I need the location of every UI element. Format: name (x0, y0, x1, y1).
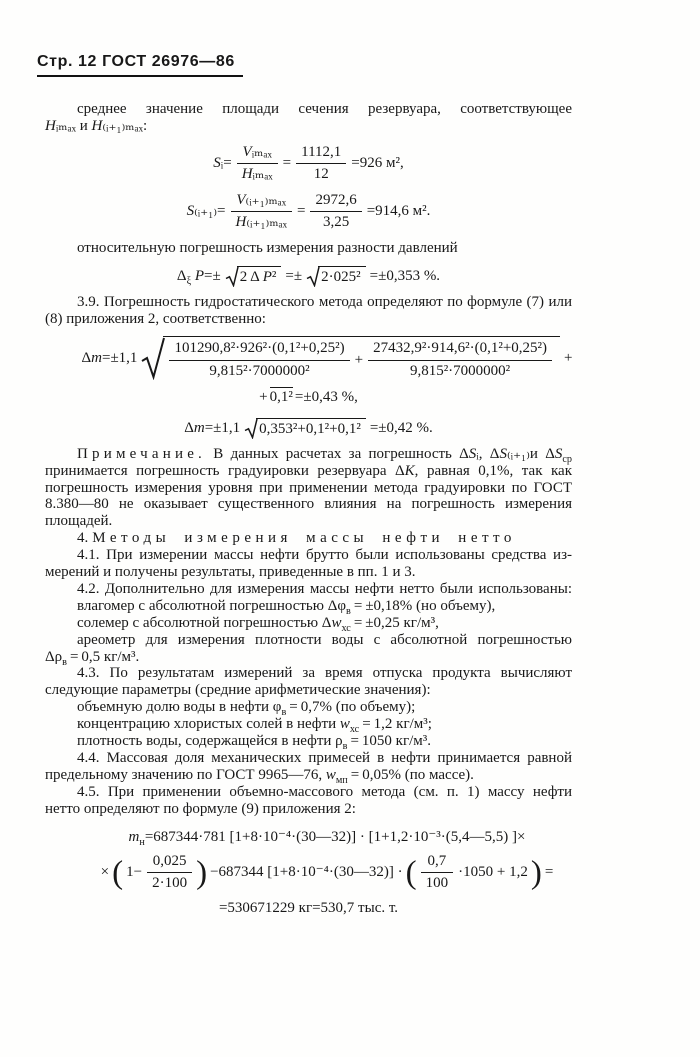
fraction-numerator: 1112,1 (296, 144, 346, 164)
fraction-1 (147, 853, 192, 893)
note-line-5: площадей. (45, 513, 113, 530)
middle-term: −687344 [1+8·10⁻⁴·(30—32)] · (210, 864, 403, 880)
fraction-v-h (231, 192, 292, 232)
fraction-numerator: V₍ᵢ₊₁₎ₘₐₓ (231, 192, 292, 212)
note-line-3: погрешность измерения уровня при применении метода градуировки по ГОСТ (45, 479, 572, 496)
formula-m-net-line-1: $m_н=687344\cdot 781$ [1+8·10⁻⁴·(30—32)] · [1+1,2·10⁻³·(5,4—5,5) ]× (128, 828, 526, 848)
sec-4-3-item-water-fraction: объемную долю воды в нефти $\varphi_в = 0,7\%$ (по объему); (77, 699, 416, 719)
equals-sign: =± (285, 267, 303, 284)
fraction-term-2 (368, 340, 552, 380)
radical (225, 266, 282, 287)
formula-dm1-result: =±0,43 %, (294, 389, 358, 406)
formula-delta-m-1 (7, 336, 647, 380)
page-header (37, 54, 572, 77)
sec-4-2-item-moisture-meter: влагомер с абсолютной погрешностью $\Delta\varphi_в = \pm 0,18\%$ (но объему), (77, 597, 496, 617)
formula-delta-p (45, 266, 572, 287)
section-4-number: 4. (77, 530, 89, 547)
formula-m-net-result: =530671229 кг=530,7 тыс. т. (218, 900, 399, 917)
radical (306, 266, 366, 287)
formula-dp-result: =±0,353 %. (369, 267, 441, 284)
rel-error-line: относительную погрешность измерения разности давлений (77, 239, 458, 256)
sec-4-2-item-salt-meter: солемер с абсолютной погрешностью $\Delta w_{хс} = \pm 0,25$ кг/м³, (77, 614, 439, 634)
sec-3-9-line-2: (8) приложения 2, соответственно: (45, 310, 266, 327)
trailing-plus-sign: + (564, 349, 573, 366)
fraction-numerator: 2972,6 (310, 192, 361, 212)
fraction-numerator: 27432,9²·914,6²·(0,1²+0,25²) (368, 340, 552, 360)
intro-line-1: среднее значение площади сечения резервуара, соответствующее (77, 100, 572, 117)
equals-sign: = (544, 864, 554, 880)
formula-s-i1-result: =914,6 м². (366, 203, 431, 220)
radical (244, 418, 366, 439)
sec-4-5-line-2: нетто определяют по формуле (9) приложения 2: (45, 800, 356, 817)
fraction-numerator: 0,7 (421, 853, 454, 873)
sec-4-3-item-salts-concentration: концентрацию хлористых солей в нефти $w_{хс} = 1,2$ кг/м³; (77, 716, 432, 736)
radical-sign-icon (141, 336, 165, 380)
plus-sign: + (259, 389, 268, 406)
radical (141, 336, 560, 380)
radicand: 0,353²+0,1²+0,1² (256, 418, 366, 438)
formula-s-i1-lhs: S₍ᵢ₊₁₎= (186, 203, 226, 220)
sec-4-2-line-1: 4.2. Дополнительно для измерения массы нефти нетто были использованы: (77, 580, 572, 597)
intro-line-2: Hᵢₘₐₓ и H₍ᵢ₊₁₎ₘₐₓ: (45, 117, 148, 134)
formula-delta-m-2 (45, 418, 572, 439)
formula-delta-m-1-continuation (45, 387, 572, 406)
fraction-2 (421, 853, 454, 893)
radicand (163, 336, 560, 380)
fraction-denominator: 100 (425, 875, 449, 892)
plus-sign: + (354, 351, 364, 368)
tail-term: ·1050 + 1,2 (458, 864, 528, 880)
overlined-term: 0,1² (269, 389, 293, 406)
section-4-title: Методы измерения массы нефти нетто (92, 530, 516, 547)
sec-4-3-line-2: следующие параметры (средние арифметические значения): (45, 682, 431, 699)
sec-4-5-line-1: 4.5. При применении объемно-массового метода (см. п. 1) массу нефти (77, 783, 572, 800)
fraction-numeric (296, 144, 346, 184)
sec-4-2-item-areometer-line-1: ареометр для измерения плотности воды с абсолютной погрешностью (77, 631, 572, 648)
equals-sign: = (296, 203, 306, 220)
formula-dm2-result: =±0,42 %. (369, 419, 433, 436)
sec-4-3-item-water-density: плотность воды, содержащейся в нефти $\rho_в = 1050$ кг/м³. (77, 733, 432, 752)
formula-s-i (45, 144, 572, 184)
fraction-denominator: Hᵢₘₐₓ (241, 165, 273, 182)
page-content (37, 53, 573, 918)
sec-4-1-line-1: 4.1. При измерении массы нефти брутто были использованы средства из- (77, 547, 572, 564)
formula-m-net-line-2: ×( 1− $\frac{0,025}{2\cdot 100}$ ) −687344 [1+8·10⁻⁴·(30—32)] ·( $\frac{0,7}{100}$ ·1050 + 1,2) = (100, 852, 554, 892)
formula-dm2-lhs: Δm=±1,1 (184, 419, 241, 436)
times-sign: × (100, 864, 110, 880)
radicand: 2 Δ P² (237, 266, 282, 286)
sec-4-1-line-2: мерений и получены результаты, приведенные в пп. 1 и 3. (45, 564, 416, 581)
sec-3-9-line-1: 3.9. Погрешность гидростатического метода определяют по формуле (7) или (77, 293, 572, 310)
fraction-numerator: Vᵢₘₐₓ (237, 144, 278, 164)
formula-s-i-result: =926 м², (351, 154, 404, 171)
fraction-denominator: 3,25 (322, 214, 350, 231)
formula-s-i-lhs: Sᵢ= (213, 154, 232, 171)
fraction-denominator: H₍ᵢ₊₁₎ₘₐₓ (235, 214, 287, 231)
sec-4-4-line-2: предельному значению по ГОСТ 9965—76, $w_{мп} = 0,05\%$ (по массе). (45, 766, 474, 786)
sec-4-3-line-1: 4.3. По результатам измерений за время отпуска продукта вычисляют (77, 665, 572, 682)
note-line-2: принимается погрешность градуировки резервуара ΔK, равная 0,1%, так как (45, 462, 573, 479)
term-one-minus: 1− (126, 864, 143, 880)
fraction-numerator: 0,025 (147, 853, 192, 873)
fraction-denominator: 9,815²·7000000² (409, 362, 511, 379)
fraction-term-1 (169, 340, 349, 380)
formula-s-i-plus-1 (45, 192, 572, 232)
formula-dp-lhs: $\Delta_\xi$ P=± (176, 267, 221, 287)
fraction-denominator: 2·100 (152, 875, 188, 892)
page-header-text: Стр. 12 ГОСТ 26976—86 (37, 54, 243, 77)
fraction-numeric (310, 192, 361, 232)
radicand: 2·025² (318, 266, 366, 286)
fraction-numerator: 101290,8²·926²·(0,1²+0,25²) (169, 340, 349, 360)
section-4-heading (45, 530, 572, 547)
fraction-denominator: 9,815²·7000000² (209, 362, 310, 379)
sec-4-2-item-areometer-line-2: $\Delta\rho_в = 0,5$ кг/м³. (45, 648, 140, 668)
equals-sign: = (282, 154, 292, 171)
fraction-v-h (237, 144, 278, 184)
fraction-denominator: 12 (313, 165, 329, 182)
formula-dm1-lhs: Δm=±1,1 (81, 349, 138, 366)
note-line-1: Примечание. В данных расчетах за погрешность ΔSᵢ, ΔS₍ᵢ₊₁₎и $\Delta S_{ср}$ (77, 445, 572, 465)
note-line-4: 8.380—80 не оказывает существенного влияния на погрешность измерения (45, 496, 572, 513)
sec-4-4-line-1: 4.4. Массовая доля механических примесей в нефти принимается равной (77, 750, 572, 766)
